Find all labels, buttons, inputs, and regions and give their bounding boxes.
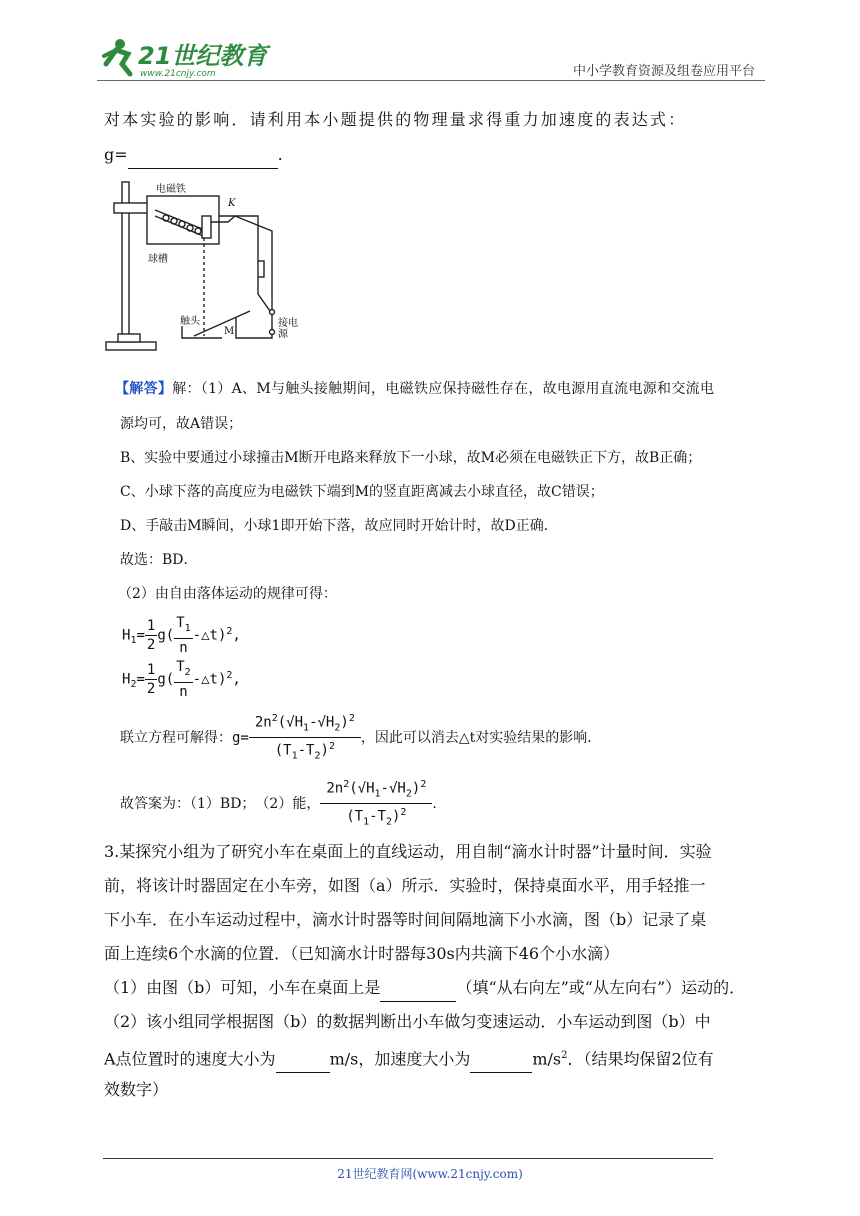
q3-line3: 下小车．在小车运动过程中，滴水计时器等时间间隔地滴下小水滴，图（b）记录了桌 — [104, 910, 707, 929]
runner-icon — [104, 39, 130, 74]
label-contact: 触头 — [180, 316, 200, 327]
q2-speed-unit: m/s，加速度大小为 — [329, 1049, 471, 1069]
q1-text: （1）由图（b）可知，小车在桌面上是 — [104, 978, 381, 997]
footer-divider — [103, 1158, 713, 1159]
q3-sub2-line2 — [104, 1042, 714, 1073]
intro-line: 对本实验的影响．请利用本小题提供的物理量求得重力加速度的表达式： — [104, 110, 687, 129]
answer-prefix: 故答案为：（1）BD； （2）能， — [120, 795, 321, 812]
label-power: 接电源 — [278, 318, 298, 340]
speed-blank — [276, 1054, 330, 1073]
g-answer-blank — [128, 150, 278, 169]
solution-line-d: D、手敲击M瞬间，小球1即开始下落，故应同时开始计时，故D正确． — [120, 518, 558, 534]
q1-tail: （填“从右向左”或“从左向右”）运动的． — [456, 978, 746, 997]
q3-sub1 — [104, 974, 745, 1002]
g-suffix: . — [277, 145, 283, 164]
apparatus-figure — [100, 176, 300, 358]
solution-line-a2: 源均可，故A错误； — [120, 416, 243, 432]
solve-line: 联立方程可解得： g= $\frac{2n^2(√H_1-√H_2)^2}{(T_1-T_2)^2}$ ，因此可以消去△t对实验结果的影响． — [120, 710, 601, 766]
solution-line-c: C、小球下落的高度应为电磁铁下端到M的竖直距离减去小球直径，故C错误； — [120, 484, 604, 500]
q3-line4: 面上连续6个水滴的位置．（已知滴水计时器每30s内共滴下46个小水滴） — [104, 944, 620, 963]
answer-line: 故答案为：（1）BD； （2）能， $\frac{2n^2(√H_1-√H_2)^2}{(T_1-T_2)^2}$ . — [120, 776, 437, 832]
platform-name: 中小学教育资源及组卷应用平台 — [572, 64, 755, 79]
q1-blank — [380, 983, 456, 1002]
footer-text: 21世纪教育网(www.21cnjy.com) — [337, 1167, 523, 1181]
solve-suffix: ，因此可以消去△t对实验结果的影响． — [360, 729, 602, 746]
acceleration-blank — [470, 1054, 532, 1073]
label-k: K — [228, 198, 236, 209]
equation-h2: $H_2=$ $\frac{1}{2}$ g( $\frac{T_2}{n}$ -△t)$^2$, — [122, 659, 241, 700]
solve-prefix: 联立方程可解得： — [120, 729, 232, 746]
q2-tail: ．（结果均保留2位有 — [567, 1049, 714, 1069]
equation-h1: $H_1=$ $\frac{1}{2}$ g( $\frac{T_1}{n}$ -△t)$^2$, — [122, 615, 241, 656]
q3-line2: 前，将该计时器固定在小车旁，如图（a）所示．实验时，保持桌面水平，用手轻推一 — [104, 876, 706, 895]
svg-text:www.21cnjy.com: www.21cnjy.com — [140, 69, 216, 79]
label-groove: 球槽 — [148, 254, 168, 265]
q3-sub2: （2）该小组同学根据图（b）的数据判断出小车做匀变速运动．小车运动到图（b）中 — [104, 1012, 711, 1031]
solution-line-a — [115, 377, 714, 401]
g-prefix: g= — [104, 145, 128, 164]
g-blank-line — [104, 141, 283, 169]
solution-choice: 故选：BD． — [120, 552, 198, 568]
solution-tag: 【解答】 — [115, 381, 173, 397]
unit-exponent: 2 — [561, 1050, 568, 1061]
site-logo — [98, 34, 273, 80]
label-magnet: 电磁铁 — [156, 184, 186, 195]
label-m: M — [224, 326, 235, 337]
q3-line1: 3.某探究小组为了研究小车在桌面上的直线运动，用自制“滴水计时器”计量时间．实验 — [104, 842, 712, 861]
g-formula: $\frac{2n^2(√H_1-√H_2)^2}{(T_1-T_2)^2}$ — [249, 710, 361, 766]
q2-speed-text: A点位置时的速度大小为 — [104, 1049, 276, 1069]
q2-accel-unit: m/s — [532, 1049, 562, 1069]
solution-lead: 解：（1）A、M与触头接触期间，电磁铁应保持磁性存在，故电源用直流电源和交流电 — [172, 381, 715, 397]
q3-sub2-line3: 效数字） — [104, 1080, 169, 1099]
header-divider — [97, 80, 765, 81]
svg-text:21世纪教育: 21世纪教育 — [138, 42, 268, 70]
answer-formula: $\frac{2n^2(√H_1-√H_2)^2}{(T_1-T_2)^2}$ — [320, 776, 432, 832]
solution-line-b: B、实验中要通过小球撞击M断开电路来释放下一小球，故M必须在电磁铁正下方，故B正确； — [120, 450, 702, 466]
solution-part2: （2）由自由落体运动的规律可得： — [118, 586, 337, 602]
